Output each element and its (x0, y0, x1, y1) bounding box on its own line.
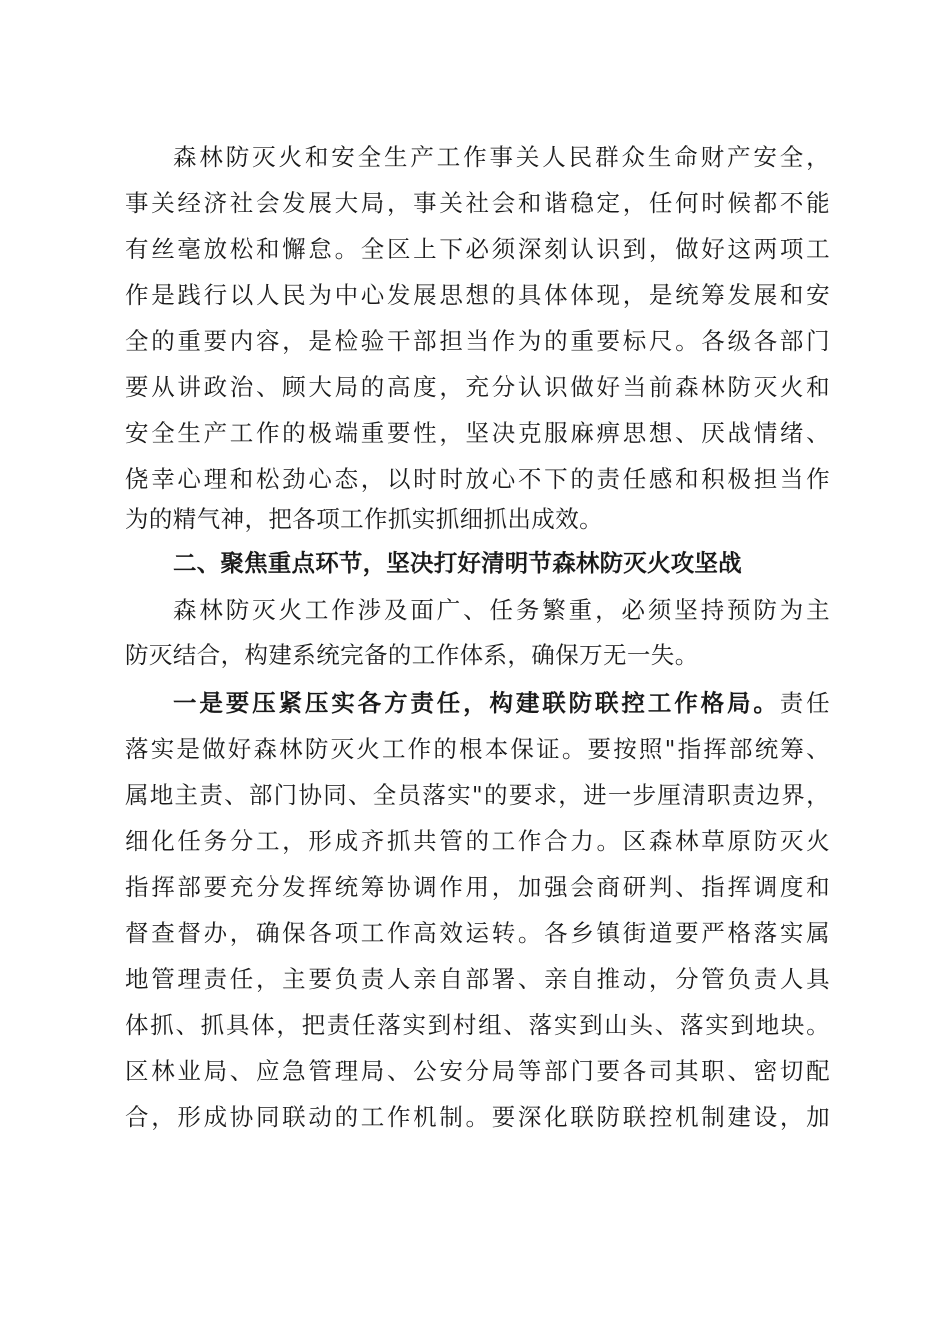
paragraph-3-line-5: 指挥部要充分发挥统筹协调作用，加强会商研判、指挥调度和 (125, 873, 830, 901)
section-heading: 二、聚焦重点环节，坚决打好清明节森林防灭火攻坚战 (173, 549, 742, 577)
paragraph-3-line-9: 区林业局、应急管理局、公安分局等部门要各司其职、密切配 (125, 1057, 830, 1085)
paragraph-1-line-3: 有丝毫放松和懈怠。全区上下必须深刻认识到，做好这两项工 (125, 235, 830, 263)
paragraph-3-line-1 (173, 681, 830, 725)
paragraph-3-line-4: 细化任务分工，形成齐抓共管的工作合力。区森林草原防灭火 (125, 827, 830, 855)
paragraph-3-line-10: 合，形成协同联动的工作机制。要深化联防联控机制建设，加 (125, 1103, 830, 1131)
paragraph-3-line-6: 督查督办，确保各项工作高效运转。各乡镇街道要严格落实属 (125, 919, 830, 947)
paragraph-2-line-1: 森林防灭火工作涉及面广、任务繁重，必须坚持预防为主 (173, 596, 830, 624)
paragraph-2-line-2: 防灭结合，构建系统完备的工作体系，确保万无一失。 (125, 641, 699, 669)
paragraph-3-lead-bold: 一是要压紧压实各方责任，构建联防联控工作格局。 (173, 689, 780, 717)
paragraph-3-line-7: 地管理责任，主要负责人亲自部署、亲自推动，分管负责人具 (125, 965, 830, 993)
paragraph-1-line-8: 侥幸心理和松劲心态，以时时放心不下的责任感和积极担当作 (125, 465, 830, 493)
paragraph-1-line-5: 全的重要内容，是检验干部担当作为的重要标尺。各级各部门 (125, 327, 830, 355)
paragraph-3-line-8: 体抓、抓具体，把责任落实到村组、落实到山头、落实到地块。 (125, 1011, 830, 1039)
paragraph-1-line-6: 要从讲政治、顾大局的高度，充分认识做好当前森林防灭火和 (125, 373, 830, 401)
paragraph-1-line-7: 安全生产工作的极端重要性，坚决克服麻痹思想、厌战情绪、 (125, 419, 830, 447)
paragraph-1-line-2: 事关经济社会发展大局，事关社会和谐稳定，任何时候都不能 (125, 189, 830, 217)
paragraph-3-line-1-rest: 责任 (779, 689, 830, 717)
paragraph-1-line-9: 为的精气神，把各项工作抓实抓细抓出成效。 (125, 505, 603, 533)
paragraph-3-line-3: 属地主责、部门协同、全员落实"的要求，进一步厘清职责边界， (125, 781, 830, 809)
paragraph-1-line-1: 森林防灭火和安全生产工作事关人民群众生命财产安全， (173, 143, 830, 171)
paragraph-1-line-4: 作是践行以人民为中心发展思想的具体体现，是统筹发展和安 (125, 281, 830, 309)
paragraph-3-line-2: 落实是做好森林防灭火工作的根本保证。要按照"指挥部统筹、 (125, 735, 830, 763)
